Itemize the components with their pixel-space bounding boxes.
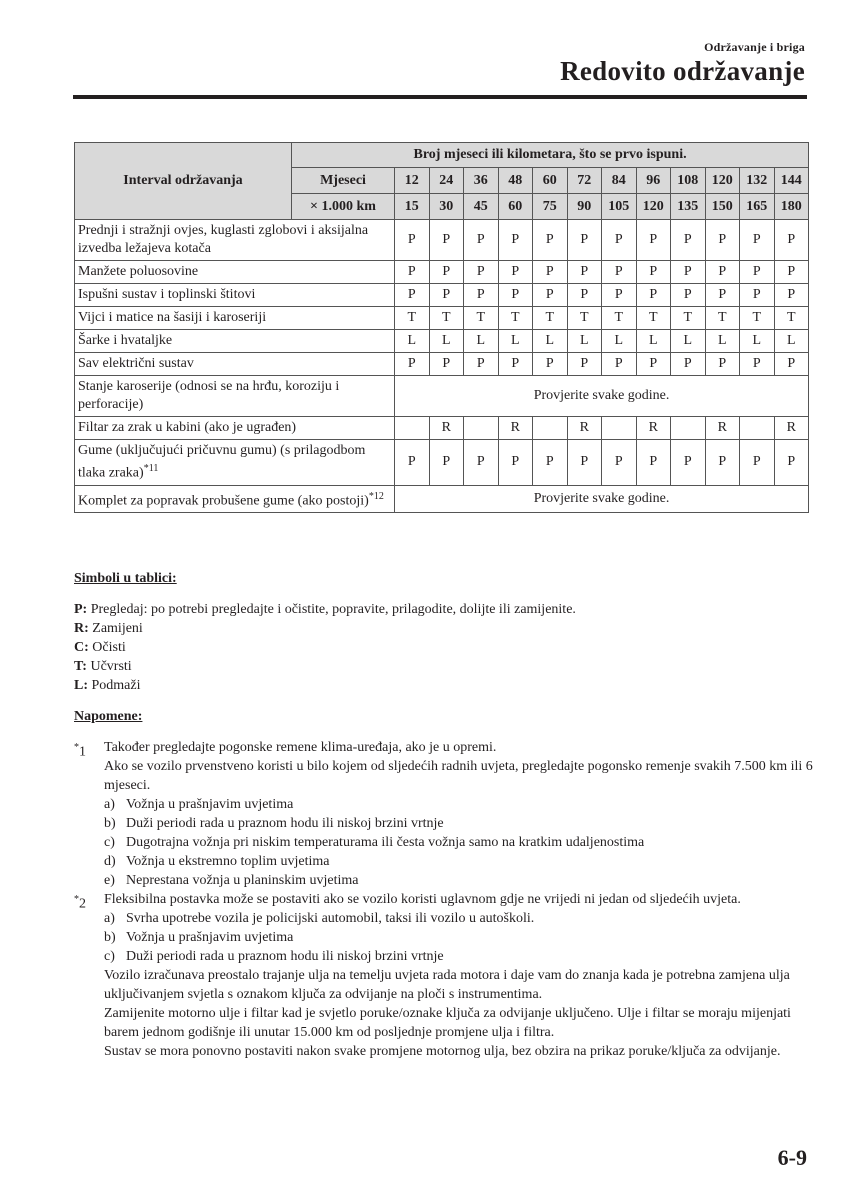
symbol-text: Podmaži	[91, 678, 141, 693]
value-cell: T	[395, 307, 430, 330]
value-cell: L	[395, 330, 430, 353]
value-cell: T	[498, 307, 533, 330]
value-cell: P	[533, 284, 568, 307]
value-cell: L	[705, 330, 740, 353]
value-cell: P	[429, 440, 464, 486]
value-cell: T	[705, 307, 740, 330]
note-1	[74, 738, 814, 890]
section-label: Održavanje i briga	[704, 40, 805, 54]
value-cell: P	[671, 220, 706, 261]
symbol-text: Očisti	[92, 640, 126, 655]
table-row	[75, 440, 809, 486]
sublist-letter: d)	[104, 854, 116, 869]
sublist-item	[104, 852, 814, 871]
table-row	[75, 284, 809, 307]
value-cell: P	[395, 261, 430, 284]
table-row	[75, 417, 809, 440]
km-cell: 30	[429, 194, 464, 220]
sublist-text: Vožnja u ekstremno toplim uvjetima	[126, 854, 330, 869]
notes-heading: Napomene:	[74, 709, 143, 724]
maintenance-schedule-table	[74, 142, 809, 513]
value-cell: T	[740, 307, 775, 330]
value-cell: P	[636, 353, 671, 376]
table-row	[75, 376, 809, 417]
value-cell: T	[429, 307, 464, 330]
km-cell: 75	[533, 194, 568, 220]
note-2-sublist	[104, 909, 814, 966]
symbol-key: P:	[74, 602, 88, 617]
value-cell: P	[429, 261, 464, 284]
page-number: 6-9	[777, 1145, 807, 1170]
note-1-line-1: Također pregledajte pogonske remene klima-uređaja, ako je u opremi.	[104, 740, 497, 755]
months-cell: 120	[705, 168, 740, 194]
value-cell: P	[533, 440, 568, 486]
km-label: × 1.000 km	[292, 194, 395, 220]
value-cell: P	[705, 284, 740, 307]
value-cell: P	[498, 220, 533, 261]
value-cell: P	[567, 353, 602, 376]
value-cell: P	[533, 261, 568, 284]
sublist-text: Dugotrajna vožnja pri niskim temperaturama ili česta vožnja samo na kratkim udaljenostima	[126, 835, 645, 850]
value-cell: P	[498, 353, 533, 376]
value-cell: P	[636, 284, 671, 307]
value-cell: L	[498, 330, 533, 353]
value-cell: T	[533, 307, 568, 330]
value-cell: R	[498, 417, 533, 440]
value-cell: P	[498, 440, 533, 486]
item-label	[75, 307, 395, 330]
months-cell: 36	[464, 168, 499, 194]
value-cell: P	[705, 440, 740, 486]
value-cell: R	[429, 417, 464, 440]
note-2-intro: Fleksibilna postavka može se postaviti ako se vozilo koristi uglavnom gdje ne vrijedi ni jedan od sljedećih uvjeta.	[104, 892, 741, 907]
value-cell: L	[533, 330, 568, 353]
note-2-para-3: Sustav se mora ponovno postaviti nakon svake promjene motornog ulja, bez obzira na prikaz poruke/ključa za odvijanje.	[104, 1044, 781, 1059]
months-cell: 84	[602, 168, 637, 194]
km-cell: 150	[705, 194, 740, 220]
symbols-heading: Simboli u tablici:	[74, 571, 177, 586]
table-row	[75, 330, 809, 353]
item-label-text: Ispušni sustav i toplinski štitovi	[78, 287, 256, 302]
value-cell: P	[636, 440, 671, 486]
value-cell: P	[671, 440, 706, 486]
table-row	[75, 485, 809, 513]
sublist-item	[104, 814, 814, 833]
value-cell: P	[740, 220, 775, 261]
sublist-letter: c)	[104, 835, 115, 850]
value-cell: P	[774, 353, 809, 376]
span-cell: Provjerite svake godine.	[395, 485, 809, 513]
value-cell: P	[429, 220, 464, 261]
sublist-letter: a)	[104, 911, 115, 926]
value-cell: R	[636, 417, 671, 440]
km-cell: 15	[395, 194, 430, 220]
km-cell: 60	[498, 194, 533, 220]
symbol-key: R:	[74, 621, 89, 636]
note-2-para-1: Vozilo izračunava preostalo trajanje ulja na temelju uvjeta rada motora i daje vam do znanja kada je potrebna zamjena ulja uključivanjem svjetla s oznakom ključa za odvijanje na ploči s instrumentima.	[104, 968, 790, 1002]
value-cell: P	[602, 220, 637, 261]
symbol-text: Učvrsti	[90, 659, 132, 674]
interval-group-header: Broj mjeseci ili kilometara, što se prvo ispuni.	[292, 143, 809, 168]
value-cell: P	[671, 284, 706, 307]
value-cell: P	[533, 353, 568, 376]
value-cell: P	[533, 220, 568, 261]
km-cell: 165	[740, 194, 775, 220]
value-cell: T	[567, 307, 602, 330]
page-title: Redovito održavanje	[560, 56, 805, 86]
sublist-item	[104, 833, 814, 852]
km-cell: 180	[774, 194, 809, 220]
months-cell: 12	[395, 168, 430, 194]
value-cell: P	[671, 353, 706, 376]
value-cell: P	[636, 261, 671, 284]
item-label-text: Prednji i stražnji ovjes, kuglasti zglobovi i aksijalna izvedba ležajeva kotača	[78, 223, 369, 256]
item-label-text: Gume (uključujući pričuvnu gumu) (s prilagodbom tlaka zraka)	[78, 443, 366, 481]
item-label	[75, 261, 395, 284]
value-cell	[671, 417, 706, 440]
item-label	[75, 220, 395, 261]
symbol-key: C:	[74, 640, 89, 655]
value-cell: R	[705, 417, 740, 440]
item-label-text: Vijci i matice na šasiji i karoseriji	[78, 310, 267, 325]
value-cell: P	[602, 284, 637, 307]
sublist-item	[104, 909, 814, 928]
symbol-line	[74, 676, 814, 695]
months-cell: 60	[533, 168, 568, 194]
symbol-line	[74, 638, 814, 657]
symbol-line	[74, 657, 814, 676]
value-cell: T	[602, 307, 637, 330]
value-cell: L	[740, 330, 775, 353]
value-cell: L	[602, 330, 637, 353]
value-cell: R	[774, 417, 809, 440]
table-corner-header: Interval održavanja	[75, 143, 292, 220]
value-cell: P	[429, 284, 464, 307]
item-label	[75, 376, 395, 417]
value-cell: L	[774, 330, 809, 353]
value-cell: P	[429, 353, 464, 376]
value-cell: T	[636, 307, 671, 330]
value-cell: P	[567, 261, 602, 284]
value-cell	[533, 417, 568, 440]
value-cell: P	[395, 284, 430, 307]
sublist-text: Vožnja u prašnjavim uvjetima	[126, 930, 294, 945]
item-label	[75, 417, 395, 440]
sublist-letter: b)	[104, 930, 116, 945]
title-rule	[73, 95, 807, 99]
sublist-item	[104, 928, 814, 947]
item-footnote: *12	[368, 490, 384, 502]
value-cell: P	[636, 220, 671, 261]
note-1-line-2: Ako se vozilo prvenstveno koristi u bilo kojem od sljedećih radnih uvjeta, pregledajte pogonsko remenje svakih 7.500 km ili 6 mjeseci.	[104, 759, 813, 793]
value-cell: P	[602, 353, 637, 376]
months-cell: 24	[429, 168, 464, 194]
months-cell: 96	[636, 168, 671, 194]
item-label-text: Manžete poluosovine	[78, 264, 199, 279]
value-cell: P	[774, 284, 809, 307]
value-cell: L	[636, 330, 671, 353]
value-cell: P	[498, 284, 533, 307]
sublist-letter: b)	[104, 816, 116, 831]
value-cell: P	[705, 220, 740, 261]
value-cell: T	[671, 307, 706, 330]
value-cell: P	[464, 261, 499, 284]
item-label	[75, 353, 395, 376]
value-cell: P	[740, 353, 775, 376]
value-cell	[464, 417, 499, 440]
item-label-text: Filtar za zrak u kabini (ako je ugrađen)	[78, 420, 297, 435]
value-cell: P	[498, 261, 533, 284]
sublist-text: Neprestana vožnja u planinskim uvjetima	[126, 873, 359, 888]
km-cell: 45	[464, 194, 499, 220]
symbol-key: L:	[74, 678, 88, 693]
value-cell: P	[774, 440, 809, 486]
value-cell: L	[464, 330, 499, 353]
symbol-line	[74, 619, 814, 638]
km-cell: 105	[602, 194, 637, 220]
table-body	[75, 220, 809, 513]
value-cell: P	[602, 440, 637, 486]
sublist-item	[104, 795, 814, 814]
months-cell: 144	[774, 168, 809, 194]
value-cell: P	[740, 284, 775, 307]
note-1-marker: *1	[74, 742, 86, 760]
value-cell: P	[464, 440, 499, 486]
value-cell: L	[671, 330, 706, 353]
value-cell: P	[774, 261, 809, 284]
item-label-text: Stanje karoserije (odnosi se na hrđu, koroziju i perforacije)	[78, 379, 340, 412]
months-cell: 132	[740, 168, 775, 194]
symbol-key: T:	[74, 659, 87, 674]
sublist-text: Svrha upotrebe vozila je policijski automobil, taksi ili vozilo u autoškoli.	[126, 911, 535, 926]
note-2-para-2: Zamijenite motorno ulje i filtar kad je svjetlo poruke/oznake ključa za odvijanje uključeno. Ulje i filtar se moraju mijenjati barem jednom godišnje ili unutar 15.000 km od posljednje promjene ulja i filtra.	[104, 1006, 791, 1040]
km-cell: 135	[671, 194, 706, 220]
symbol-line	[74, 600, 814, 619]
value-cell: P	[395, 220, 430, 261]
value-cell: P	[740, 261, 775, 284]
value-cell: T	[774, 307, 809, 330]
symbols-section	[74, 569, 814, 695]
value-cell	[395, 417, 430, 440]
symbol-text: Pregledaj: po potrebi pregledajte i očistite, popravite, prilagodite, dolijte ili zamijenite.	[90, 602, 576, 617]
item-label-text: Komplet za popravak probušene gume (ako postoji)	[78, 493, 369, 509]
item-label-text: Šarke i hvataljke	[78, 333, 173, 348]
sublist-letter: a)	[104, 797, 115, 812]
months-cell: 72	[567, 168, 602, 194]
value-cell: L	[429, 330, 464, 353]
symbol-text: Zamijeni	[92, 621, 143, 636]
value-cell: P	[567, 220, 602, 261]
item-label	[75, 485, 395, 513]
value-cell: P	[671, 261, 706, 284]
value-cell: P	[705, 261, 740, 284]
sublist-item	[104, 871, 814, 890]
value-cell: T	[464, 307, 499, 330]
sublist-letter: e)	[104, 873, 115, 888]
value-cell: P	[464, 353, 499, 376]
value-cell: L	[567, 330, 602, 353]
months-cell: 108	[671, 168, 706, 194]
note-2-marker: *2	[74, 894, 86, 912]
item-label	[75, 284, 395, 307]
value-cell: P	[464, 220, 499, 261]
sublist-text: Duži periodi rada u praznom hodu ili niskoj brzini vrtnje	[126, 816, 444, 831]
value-cell: P	[395, 353, 430, 376]
item-label-text: Sav električni sustav	[78, 356, 194, 371]
sublist-letter: c)	[104, 949, 115, 964]
value-cell: R	[567, 417, 602, 440]
value-cell: P	[774, 220, 809, 261]
note-2	[74, 890, 814, 1061]
item-label	[75, 440, 395, 486]
months-cell: 48	[498, 168, 533, 194]
value-cell: P	[602, 261, 637, 284]
value-cell: P	[567, 440, 602, 486]
item-footnote: *11	[143, 463, 159, 474]
sublist-text: Duži periodi rada u praznom hodu ili niskoj brzini vrtnje	[126, 949, 444, 964]
table-row	[75, 261, 809, 284]
notes-section	[74, 707, 814, 1061]
value-cell: P	[705, 353, 740, 376]
km-cell: 90	[567, 194, 602, 220]
value-cell: P	[395, 440, 430, 486]
sublist-text: Vožnja u prašnjavim uvjetima	[126, 797, 294, 812]
value-cell: P	[740, 440, 775, 486]
value-cell	[740, 417, 775, 440]
months-label: Mjeseci	[292, 168, 395, 194]
symbols-list	[74, 600, 814, 695]
table-row	[75, 353, 809, 376]
note-1-sublist	[104, 795, 814, 890]
table-row	[75, 307, 809, 330]
km-cell: 120	[636, 194, 671, 220]
table-row	[75, 220, 809, 261]
sublist-item	[104, 947, 814, 966]
value-cell: P	[567, 284, 602, 307]
value-cell: P	[464, 284, 499, 307]
item-label	[75, 330, 395, 353]
value-cell	[602, 417, 637, 440]
span-cell: Provjerite svake godine.	[395, 376, 809, 417]
